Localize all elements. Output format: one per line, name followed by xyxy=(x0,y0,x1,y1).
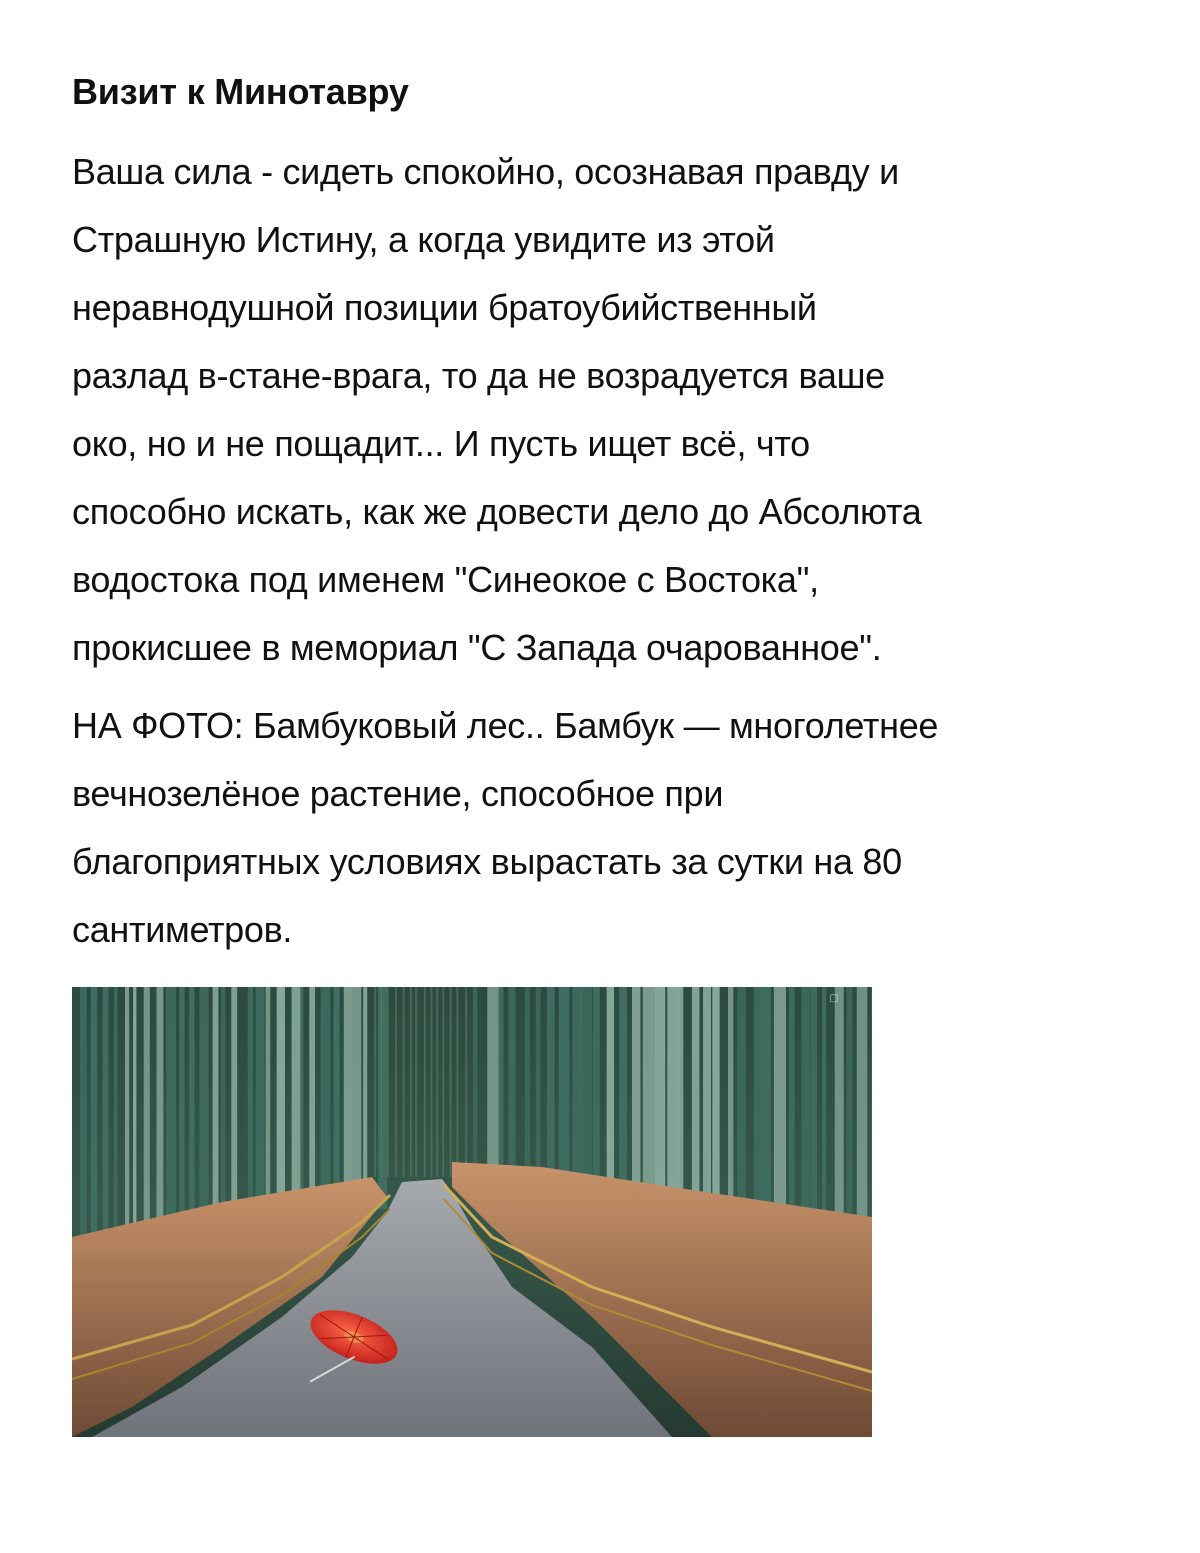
bamboo-stalk xyxy=(387,987,389,1177)
bamboo-stalk xyxy=(415,987,417,1177)
caption-line: сантиметров. xyxy=(72,909,293,950)
bamboo-stalk xyxy=(424,987,426,1177)
bamboo-stalk xyxy=(374,987,376,1177)
bamboo-stalk xyxy=(442,987,444,1177)
paragraph-line: око, но и не пощадит... И пусть ищет всё, что xyxy=(72,423,810,464)
bamboo-forest-photo xyxy=(72,987,872,1437)
bamboo-stalk xyxy=(456,987,458,1177)
page-title: Визит к Минотавру xyxy=(72,71,409,112)
bamboo-stalk xyxy=(378,987,387,1209)
paragraph-main xyxy=(72,138,1132,682)
bamboo-stalk xyxy=(436,987,438,1177)
bamboo-stalk xyxy=(380,987,382,1177)
paragraph-line: способно искать, как же довести дело до Абсолюта xyxy=(72,491,922,532)
paragraph-line: неравнодушной позиции братоубийственный xyxy=(72,287,817,328)
bamboo-forest-illustration xyxy=(72,987,872,1437)
paragraph-line: Ваша сила - сидеть спокойно, осознавая правду и xyxy=(72,151,899,192)
bamboo-stalk xyxy=(450,987,452,1177)
paragraph-line: разлад в-стане-врага, то да не возрадуется ваше xyxy=(72,355,885,396)
bamboo-stalk xyxy=(395,987,397,1177)
bamboo-stalk xyxy=(430,987,432,1177)
caption-line: благоприятных условиях вырастать за сутки на 80 xyxy=(72,841,902,882)
document-page xyxy=(72,70,1132,964)
paragraph-line: Страшную Истину, а когда увидите из этой xyxy=(72,219,775,260)
paragraph-line: прокисшее в мемориал "С Запада очарованное". xyxy=(72,627,882,668)
caption-line: НА ФОТО: Бамбуковый лес.. Бамбук — многолетнее xyxy=(72,705,939,746)
caption-line: вечнозелёное растение, способное при xyxy=(72,773,724,814)
watermark-logo: ▢ xyxy=(829,993,839,1004)
bamboo-stalk xyxy=(403,987,405,1177)
bamboo-stalk xyxy=(410,987,412,1177)
bamboo-stalk xyxy=(465,987,467,1177)
photo-caption xyxy=(72,692,1132,964)
paragraph-line: водостока под именем "Синеокое с Востока", xyxy=(72,559,819,600)
